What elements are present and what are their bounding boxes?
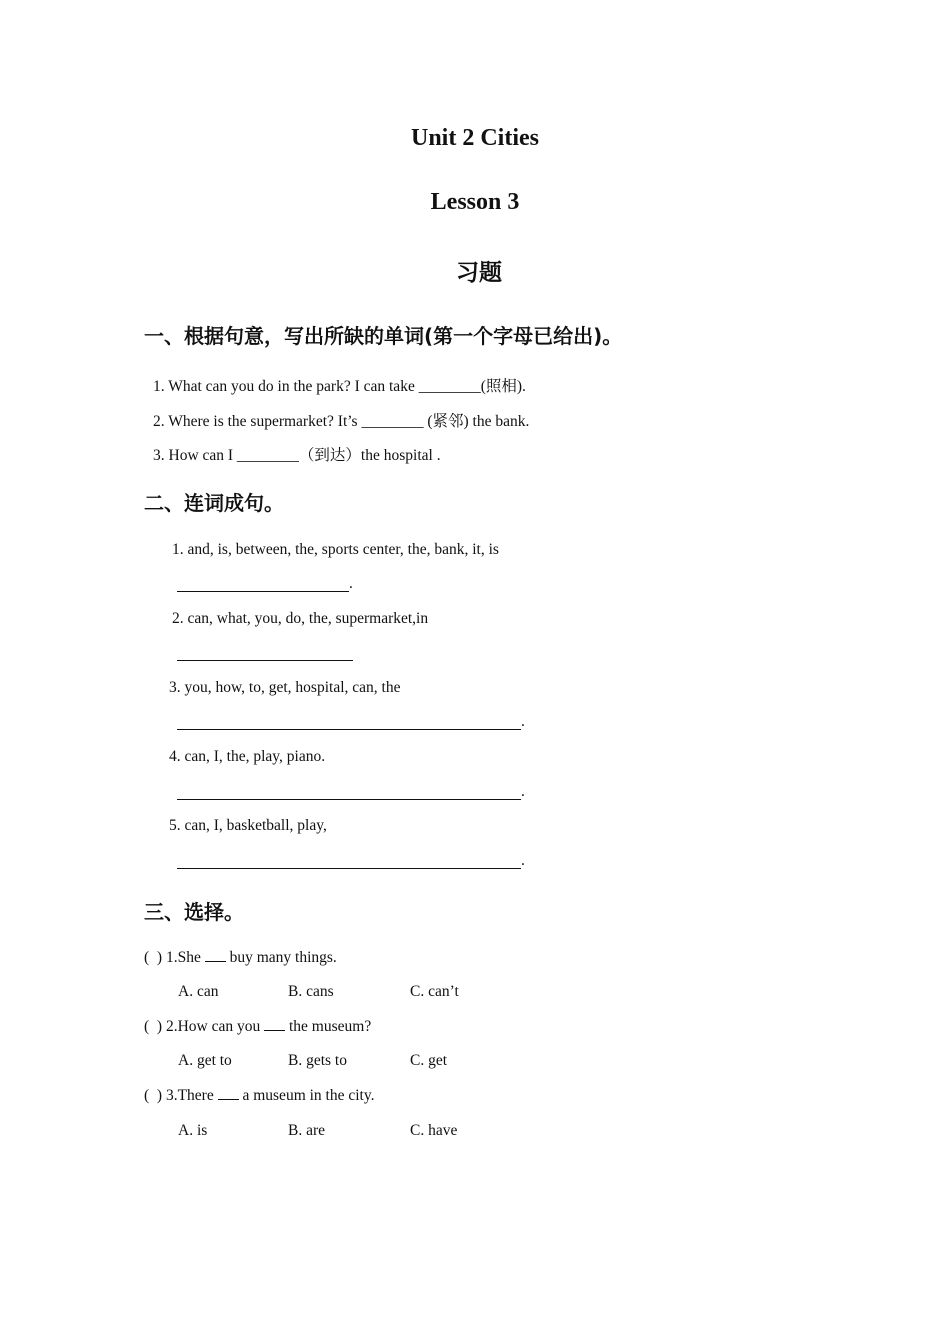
option-a: A. can <box>178 983 219 1000</box>
question-stem-end: a museum in the city. <box>238 1087 375 1104</box>
word-order-item-3: 3. you, how, to, get, hospital, can, the <box>169 679 401 696</box>
question-stem-end: buy many things. <box>225 949 337 966</box>
option-b: B. are <box>288 1122 326 1139</box>
option-b: B. cans <box>288 983 334 1000</box>
answer-line-3 <box>177 729 521 730</box>
option-c: C. get <box>410 1052 448 1069</box>
unit-title: Unit 2 Cities <box>411 125 539 151</box>
blank <box>205 949 226 962</box>
word-order-item-5: 5. can, I, basketball, play, <box>169 817 327 834</box>
answer-period-4: . <box>521 783 525 800</box>
option-b: B. gets to <box>288 1052 347 1069</box>
answer-period-3: . <box>521 713 525 730</box>
section-1-heading: 一、根据句意，写出所缺的单词(第一个字母已给出)。 <box>144 324 623 348</box>
answer-line-1 <box>177 591 349 592</box>
word-order-item-1: 1. and, is, between, the, sports center, the, bank, it, is <box>172 541 499 558</box>
question-stem-end: the museum? <box>285 1018 372 1035</box>
section-2-heading: 二、连词成句。 <box>144 491 284 515</box>
blank <box>264 1018 285 1031</box>
answer-line-4 <box>177 799 521 800</box>
answer-period-5: . <box>521 852 525 869</box>
section-3-heading: 三、选择。 <box>144 900 244 924</box>
answer-period-1: . <box>349 575 353 592</box>
fill-in-item-1: 1. What can you do in the park? I can take ________(照相). <box>153 378 526 395</box>
word-order-item-4: 4. can, I, the, play, piano. <box>169 748 326 765</box>
option-c: C. can’t <box>410 983 459 1000</box>
exercise-title: 习题 <box>456 260 502 286</box>
fill-in-item-2: 2. Where is the supermarket? It’s ________ (紧邻) the bank. <box>153 413 530 430</box>
answer-line-2 <box>177 660 353 661</box>
choice-question-3 <box>144 1087 374 1105</box>
fill-in-item-3: 3. How can I ________（到达）the hospital . <box>153 447 441 464</box>
option-c: C. have <box>410 1122 458 1139</box>
option-a: A. is <box>178 1122 208 1139</box>
question-stem-start: ( ) 3.There <box>144 1087 218 1104</box>
lesson-title: Lesson 3 <box>430 189 520 215</box>
choice-question-1 <box>144 949 337 967</box>
option-a: A. get to <box>178 1052 232 1069</box>
word-order-item-2: 2. can, what, you, do, the, supermarket,in <box>172 610 429 627</box>
question-stem-start: ( ) 2.How can you <box>144 1018 265 1035</box>
question-stem-start: ( ) 1.She <box>144 949 205 966</box>
blank <box>218 1087 239 1100</box>
choice-question-2 <box>144 1018 371 1036</box>
answer-line-5 <box>177 868 521 869</box>
